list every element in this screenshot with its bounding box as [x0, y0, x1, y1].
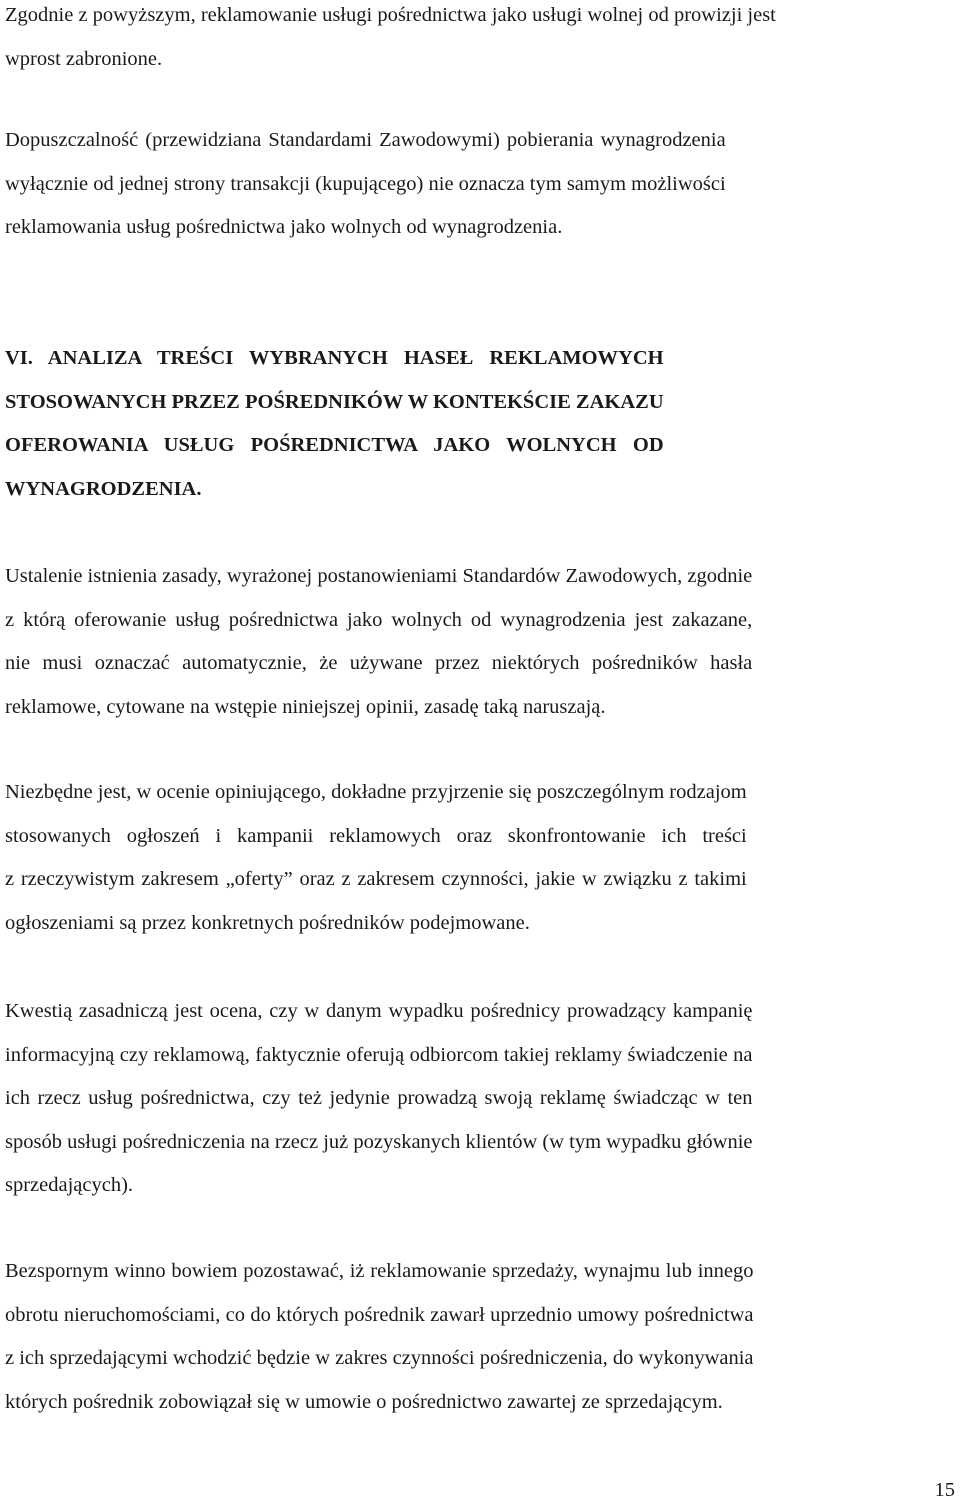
text-line: Zgodnie z powyższym, reklamowanie usługi pośrednictwa jako usługi wolnej od prowizji jest [5, 4, 776, 26]
text-line: reklamowania usług pośrednictwa jako wolnych od wynagrodzenia. [5, 216, 563, 238]
heading-line: OFEROWANIA USŁUG POŚREDNICTWA JAKO WOLNYCH OD [5, 434, 664, 456]
text-line: wyłącznie od jednej strony transakcji (kupującego) nie oznacza tym samym możliwości [5, 172, 726, 195]
paragraph-principle [5, 555, 752, 729]
text-line: Niezbędne jest, w ocenie opiniującego, dokładne przyjrzenie się poszczególnym rodzajom [5, 781, 747, 803]
page-number: 15 [934, 1479, 955, 1501]
text-line: obrotu nieruchomościami, co do których pośrednik zawarł uprzednio umowy pośrednictwa [5, 1303, 754, 1326]
text-line: ich rzecz usług pośrednictwa, czy też jedynie prowadzą swoją reklamę świadcząc w ten [5, 1087, 753, 1109]
paragraph-assessment [5, 771, 747, 945]
text-line: nie musi oznaczać automatycznie, że używane przez niektórych pośredników hasła [5, 652, 753, 674]
heading-line: VI. ANALIZA TREŚCI WYBRANYCH HASEŁ REKLAMOWYCH [5, 347, 664, 369]
text-line: Kwestią zasadniczą jest ocena, czy w danym wypadku pośrednicy prowadzący kampanię [5, 1000, 753, 1022]
text-line: z którą oferowanie usług pośrednictwa jako wolnych od wynagrodzenia jest zakazane, [5, 608, 753, 631]
paragraph-key-question [5, 990, 753, 1208]
text-line: których pośrednik zobowiązał się w umowie o pośrednictwo zawartej ze sprzedającym. [5, 1390, 723, 1413]
text-line: sprzedających). [5, 1174, 134, 1196]
heading-line: WYNAGRODZENIA. [5, 477, 202, 500]
text-line: z rzeczywistym zakresem „oferty” oraz z zakresem czynności, jakie w związku z takimi [5, 868, 747, 890]
text-line: sposób usługi pośredniczenia na rzecz już pozyskanych klientów (w tym wypadku głównie [5, 1130, 753, 1153]
paragraph-undisputed [5, 1250, 754, 1424]
text-line: Dopuszczalność (przewidziana Standardami Zawodowymi) pobierania wynagrodzenia [5, 129, 726, 151]
text-line: informacyjną czy reklamową, faktycznie oferują odbiorcom takiej reklamy świadczenie na [5, 1043, 753, 1066]
text-line: ogłoszeniami są przez konkretnych pośredników podejmowane. [5, 911, 530, 934]
paragraph-prohibition [5, 0, 776, 81]
text-line: Ustalenie istnienia zasady, wyrażonej postanowieniami Standardów Zawodowych, zgodnie [5, 565, 753, 587]
section-heading-vi [5, 337, 664, 511]
text-line: wprost zabronione. [5, 47, 163, 70]
text-line: stosowanych ogłoszeń i kampanii reklamowych oraz skonfrontowanie ich treści [5, 824, 747, 847]
text-line: reklamowe, cytowane na wstępie niniejszej opinii, zasadę taką naruszają. [5, 695, 606, 718]
heading-line: STOSOWANYCH PRZEZ POŚREDNIKÓW W KONTEKŚCIE ZAKAZU [5, 390, 664, 413]
paragraph-admissibility [5, 119, 726, 250]
text-line: Bezspornym winno bowiem pozostawać, iż reklamowanie sprzedaży, wynajmu lub innego [5, 1260, 754, 1282]
text-line: z ich sprzedającymi wchodzić będzie w zakres czynności pośredniczenia, do wykonywania [5, 1347, 754, 1369]
